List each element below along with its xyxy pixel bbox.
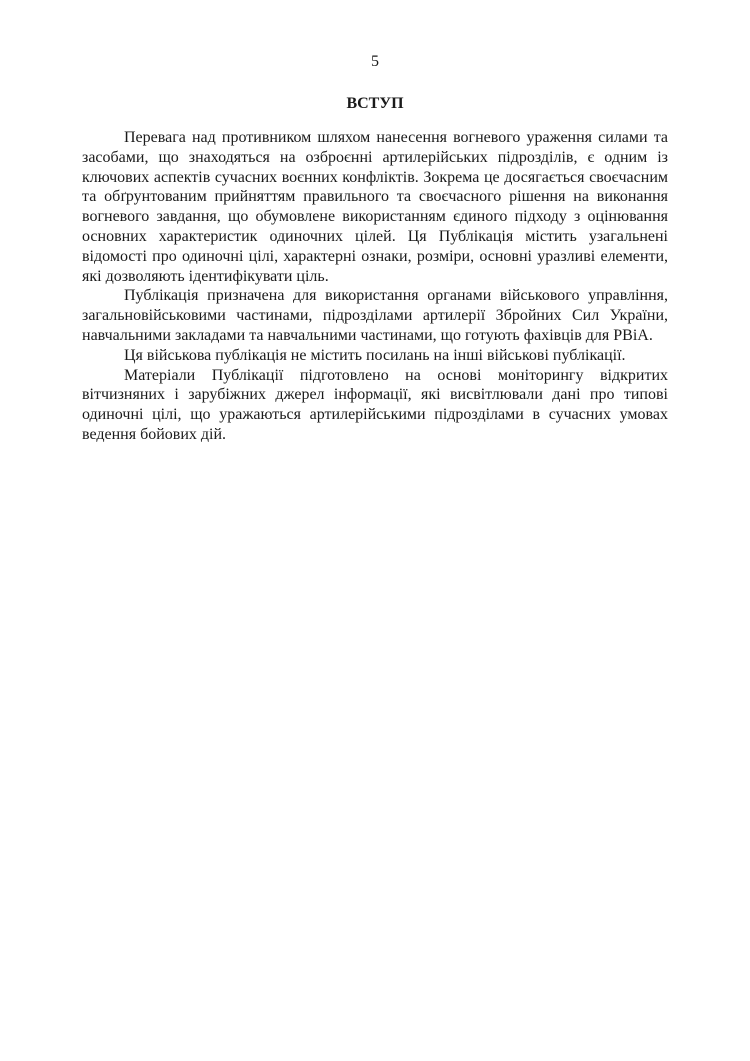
paragraph-1: Перевага над противником шляхом нанесення вогневого ураження силами та засобами, що знаходяться на озброєнні артилерійських підрозділів, є одним із ключових аспектів сучасних воєнних конфліктів. Зокрема це досягається своєчасним та обґрунтованим прийняттям правильного та своєчасного рішення на виконання вогневого завдання, що обумовлене використанням єдиного підходу з оцінювання основних характеристик одиночних цілей. Ця Публікація містить узагальнені відомості про одиночні цілі, характерні ознаки, розміри, основні уразливі елементи, які дозволяють ідентифікувати ціль. (82, 129, 668, 285)
section-heading: ВСТУП (346, 95, 404, 112)
paragraph-2: Публікація призначена для використання органами військового управління, загальновійськовими частинами, підрозділами артилерії Збройних Сил України, навчальними закладами та навчальними частинами, що готують фахівців для РВіА. (82, 287, 668, 344)
page-number: 5 (371, 53, 379, 70)
paragraph-4: Матеріали Публікації підготовлено на основі моніторингу відкритих вітчизняних і зарубіжних джерел інформації, які висвітлювали дані про типові одиночні цілі, що уражаються артилерійськими підрозділами в сучасних умовах ведення бойових дій. (82, 366, 668, 443)
body-text (82, 128, 668, 445)
paragraph-3: Ця військова публікація не містить посилань на інші військові публікації. (124, 346, 626, 364)
